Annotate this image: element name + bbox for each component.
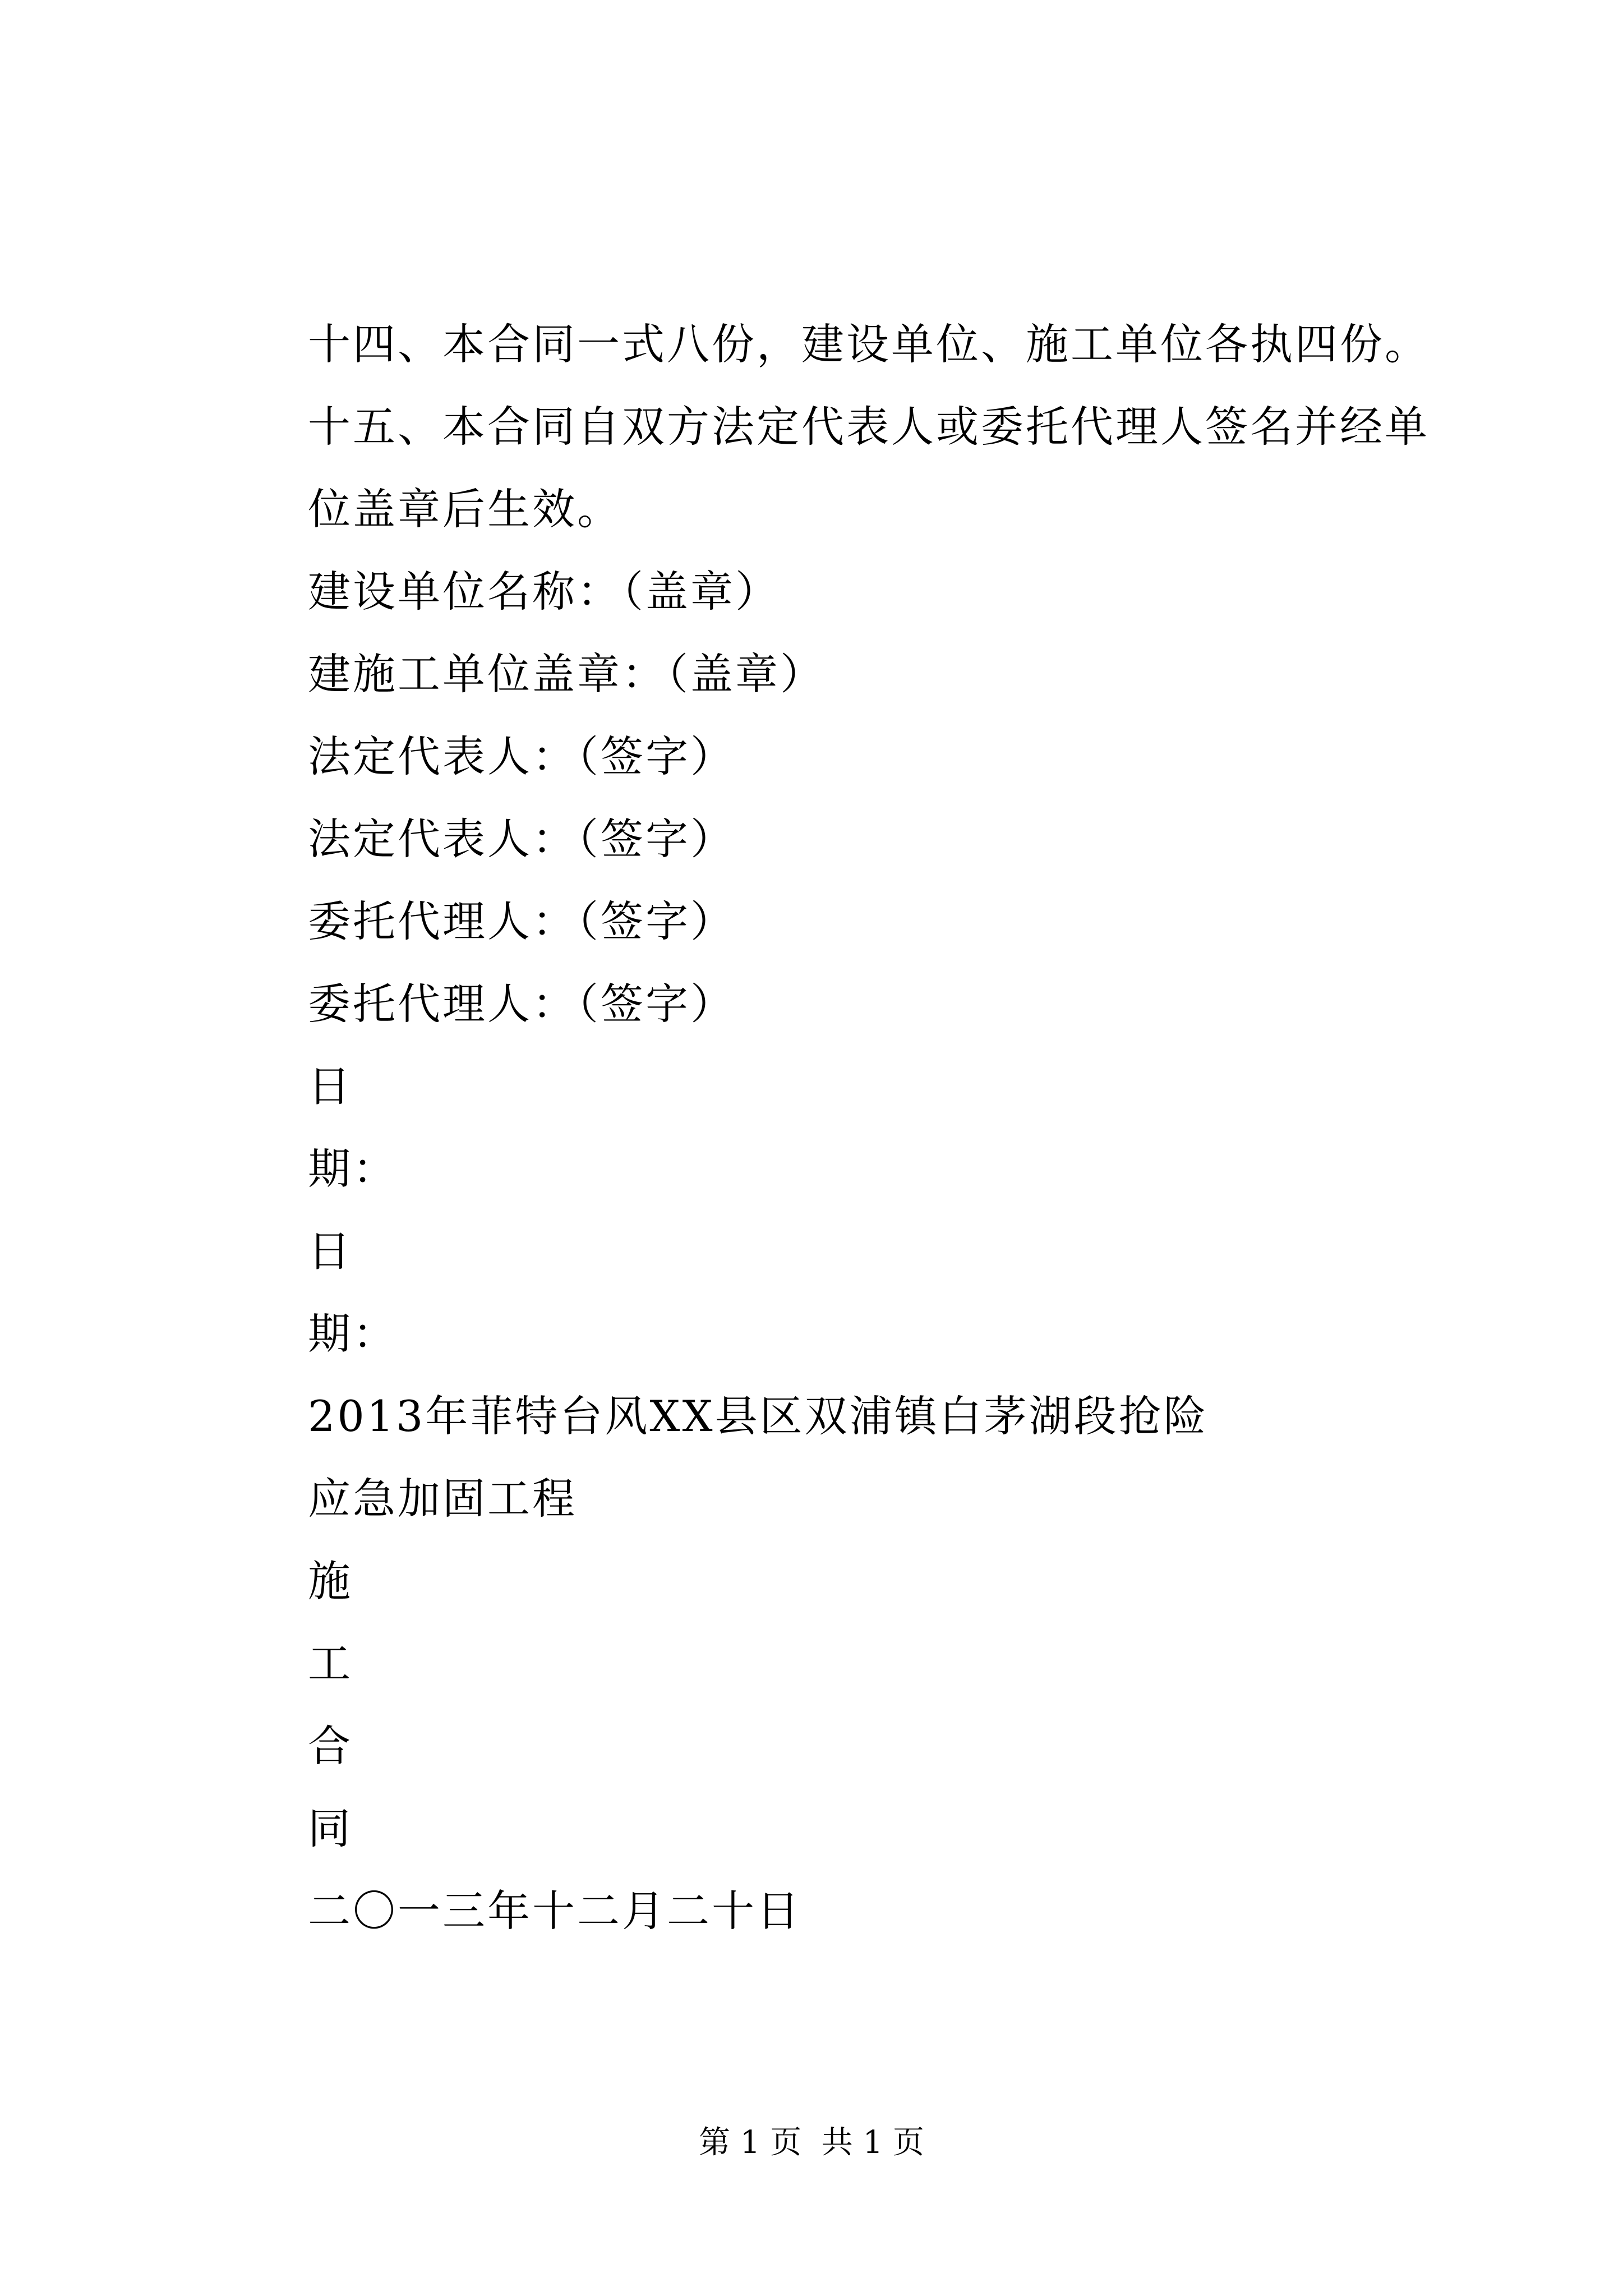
contract-title-char-4: 同 [308,1803,353,1853]
signature-line-construction-unit: 建设单位名称：（盖章） [308,567,780,616]
signature-line-legal-rep-2: 法定代表人：（签字） [308,814,735,864]
project-title-line-1: 2013年菲特台风XX县区双浦镇白茅湖段抢险 [308,1391,1209,1441]
date-label-2-a: 日 [308,1226,353,1276]
contract-title-char-1: 施 [308,1556,353,1606]
date-label-2-b: 期： [308,1309,398,1359]
date-label-1-a: 日 [308,1061,353,1111]
contract-title-char-2: 工 [308,1639,353,1688]
project-title-line-2: 应急加固工程 [308,1474,577,1524]
contract-title-char-3: 合 [308,1721,353,1771]
contract-date: 二〇一三年十二月二十日 [308,1886,801,1936]
clause-14: 十四、本合同一式八份，建设单位、施工单位各执四份。 [308,319,1430,369]
page-footer: 第 1 页 共 1 页 [698,2124,925,2161]
date-label-1-b: 期： [308,1144,398,1194]
signature-line-agent-2: 委托代理人：（签字） [308,979,735,1029]
clause-15: 十五、本合同自双方法定代表人或委托代理人签名并经单位盖章后生效。 [308,402,1430,534]
signature-line-agent-1: 委托代理人：（签字） [308,896,735,946]
signature-line-contractor-seal: 建施工单位盖章：（盖章） [308,649,825,699]
signature-line-legal-rep-1: 法定代表人：（签字） [308,731,735,781]
document-body [222,303,1444,1952]
